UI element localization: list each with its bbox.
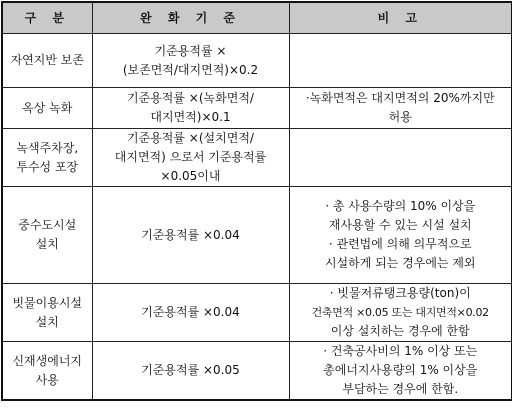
header-remarks: 비 고	[289, 2, 512, 34]
table-row	[2, 88, 512, 129]
row-criteria-line: 기준용적률 ×0.05	[141, 363, 240, 377]
regulation-table-container	[1, 1, 511, 410]
row-remarks	[289, 342, 512, 401]
row-remarks	[289, 284, 512, 342]
row-category-line: 설치	[35, 314, 59, 329]
table-header-row	[2, 2, 512, 34]
row-category-line: 설치	[35, 237, 59, 251]
row-remarks-line: 건축면적 ×0.05 또는 대지면적×0.02	[311, 306, 489, 319]
row-category-line: 빗물이용시설	[12, 295, 83, 310]
relaxation-criteria-table	[1, 1, 512, 401]
row-category-line: 녹색주차장,	[16, 140, 79, 155]
row-remarks-line: 시설하게 되는 경우에는 제외	[324, 256, 476, 270]
row-category-line: 사용	[35, 372, 59, 387]
row-remarks-line: 이상 설치하는 경우에 한함	[330, 324, 470, 338]
row-remarks-line: · 총 사용수량의 10% 이상을	[325, 199, 476, 213]
header-criteria: 완 화 기 준	[92, 2, 289, 34]
row-remarks-line: 부담하는 경우에 한함.	[342, 382, 459, 396]
table-row	[2, 34, 512, 88]
row-criteria-line: 기준용적률 ×(녹화면적/	[127, 91, 254, 105]
row-category-line: 자연지반 보존	[10, 53, 84, 67]
row-remarks-line: · 빗물저류탱크용량(ton)이	[329, 286, 471, 300]
row-category-line: 투수성 포장	[16, 159, 79, 174]
row-criteria-line: 기준용적률 ×(설치면적/	[127, 131, 254, 145]
row-criteria	[92, 129, 289, 187]
header-category: 구 분	[2, 2, 92, 34]
table-row	[2, 284, 512, 342]
row-criteria	[92, 342, 289, 401]
row-remarks-line: 총에너지사용량의 1% 이상을	[323, 363, 478, 377]
row-criteria	[92, 284, 289, 342]
row-category-line: 중수도시설	[18, 218, 77, 232]
row-remarks	[289, 129, 512, 187]
row-category	[2, 342, 92, 401]
row-remarks-line: 재사용할 수 있는 시설 설치	[328, 218, 472, 232]
table-row	[2, 342, 512, 401]
table-row	[2, 129, 512, 187]
table-row	[2, 187, 512, 284]
row-remarks	[289, 34, 512, 88]
row-category	[2, 129, 92, 187]
row-criteria-line: 기준용적률 ×0.04	[141, 305, 240, 319]
row-category	[2, 88, 92, 129]
row-remarks-line: · 건축공사비의 1% 이상 또는	[323, 344, 478, 358]
row-category-line: 신재생에너지	[12, 353, 83, 368]
row-category	[2, 284, 92, 342]
row-criteria-line: 기준용적률 ×	[154, 43, 227, 58]
row-remarks	[289, 88, 512, 129]
row-remarks	[289, 187, 512, 284]
row-remarks-line: ·녹화면적은 대지면적의 20%까지만	[305, 91, 495, 105]
row-remarks-line: · 관련법에 의해 의무적으로	[328, 237, 472, 251]
row-criteria	[92, 88, 289, 129]
row-criteria	[92, 34, 289, 88]
row-category-line: 옥상 녹화	[22, 100, 73, 115]
row-criteria-line: (보존면적/대지면적)×0.2	[122, 62, 259, 77]
row-category	[2, 187, 92, 284]
row-criteria-line: ×0.05이내	[160, 169, 221, 183]
row-criteria-line: 대지면적)×0.1	[150, 110, 231, 124]
row-criteria	[92, 187, 289, 284]
row-remarks-line: 허용	[388, 110, 412, 124]
row-criteria-line: 기준용적률 ×0.04	[141, 227, 240, 242]
row-category	[2, 34, 92, 88]
row-criteria-line: 대지면적) 으로서 기준용적률	[114, 150, 267, 164]
